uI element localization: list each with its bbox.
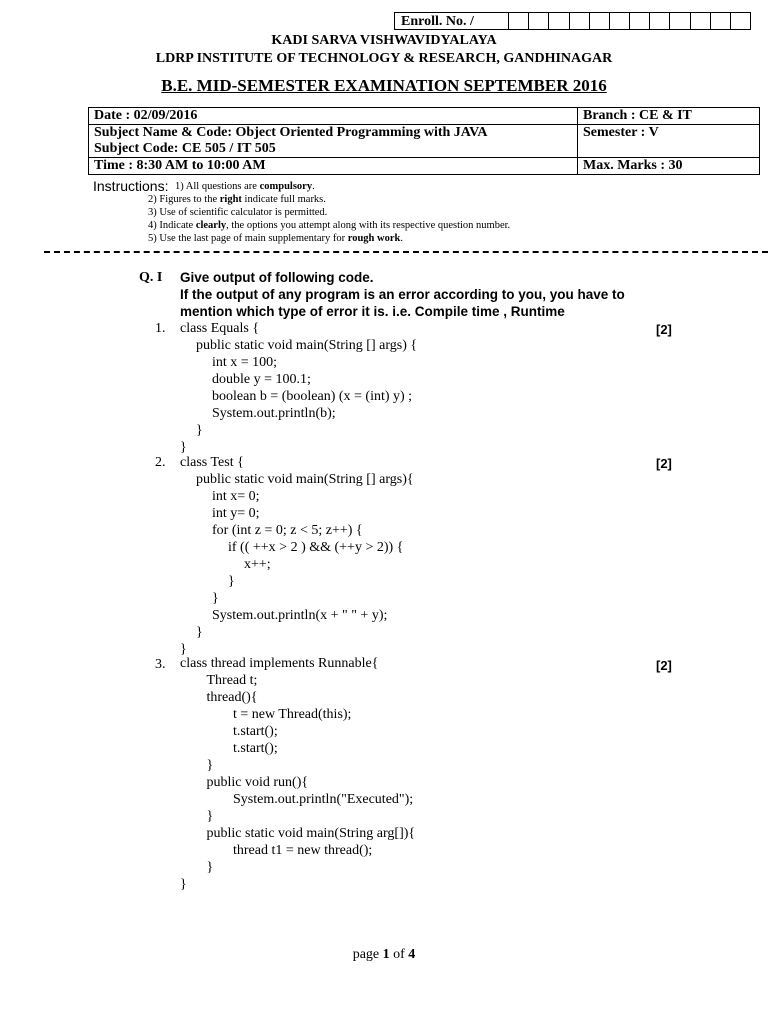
subquestion-number: 1. [155, 321, 166, 336]
enrollment-digit-box [509, 13, 529, 29]
instruction-emphasis: rough work [347, 233, 401, 244]
time-cell: Time : 8:30 AM to 10:00 AM [89, 158, 578, 175]
page-current: 1 [382, 947, 390, 962]
code-block [180, 655, 415, 893]
code-line: if (( ++x > 2 ) && (++y > 2)) { [228, 540, 404, 555]
instruction-emphasis: right [219, 194, 242, 205]
code-line: for (int z = 0; z < 5; z++) { [212, 523, 363, 538]
enrollment-cells [509, 13, 750, 29]
code-block [180, 320, 417, 456]
code-line: public static void main(String arg[]){ [206, 826, 416, 841]
instruction-text: 1) All questions are [175, 181, 260, 192]
dashed-divider [44, 251, 768, 253]
question-label: Q. I [139, 270, 163, 285]
code-line: } [228, 574, 235, 589]
question-text-line: mention which type of error it is. i.e. Compile time , Runtime [180, 304, 565, 319]
code-line: int x = 100; [212, 355, 278, 370]
enrollment-label: Enroll. No. / [395, 13, 509, 29]
code-line: boolean b = (boolean) (x = (int) y) ; [212, 389, 413, 404]
page-footer [0, 947, 768, 963]
enrollment-digit-box [610, 13, 630, 29]
code-line: } [206, 809, 214, 824]
instruction-text: 4) Indicate [148, 220, 196, 231]
exam-title-text: B.E. MID-SEMESTER EXAMINATION SEPTEMBER 2016 [161, 76, 607, 95]
code-line: public void run(){ [206, 775, 309, 790]
instruction-item [148, 232, 403, 245]
instruction-item [148, 206, 327, 219]
code-line: Thread t; [206, 673, 258, 688]
instruction-item [148, 219, 510, 232]
instructions-title: Instructions: [93, 178, 169, 194]
enrollment-digit-box [731, 13, 750, 29]
code-line: int x= 0; [212, 489, 260, 504]
instruction-text: 2) Figures to the [148, 194, 220, 205]
code-line: x++; [244, 557, 271, 572]
subquestion-marks: [2] [656, 456, 672, 471]
instruction-item [175, 180, 315, 193]
institute-name: LDRP INSTITUTE OF TECHNOLOGY & RESEARCH, GANDHINAGAR [155, 51, 613, 66]
code-line: } [212, 591, 219, 606]
code-line: System.out.println(x + " " + y); [212, 608, 388, 623]
instruction-text: 5) Use the last page of main supplementary for [148, 233, 348, 244]
code-block [180, 454, 414, 658]
code-line: t = new Thread(this); [233, 707, 352, 722]
exam-info-table [88, 107, 760, 175]
code-line: double y = 100.1; [212, 372, 311, 387]
code-line: class thread implements Runnable{ [180, 656, 379, 671]
instruction-text: 3) Use of scientific calculator is permitted. [148, 207, 328, 218]
enrollment-digit-box [549, 13, 569, 29]
code-line: } [206, 758, 214, 773]
enrollment-digit-box [529, 13, 549, 29]
code-line: } [180, 642, 187, 657]
code-line: t.start(); [233, 741, 278, 756]
page-total: 4 [408, 947, 416, 962]
branch-cell: Branch : CE & IT [578, 108, 760, 125]
code-line: int y= 0; [212, 506, 260, 521]
code-line: thread t1 = new thread(); [233, 843, 373, 858]
instruction-emphasis: compulsory [259, 181, 313, 192]
instruction-item [148, 193, 326, 206]
max-marks-cell: Max. Marks : 30 [578, 158, 760, 175]
instruction-text: indicate full marks. [241, 194, 326, 205]
code-line: System.out.println(b); [212, 406, 336, 421]
enrollment-number-box [394, 12, 751, 30]
subject-cell [89, 125, 578, 158]
instruction-text: . [400, 233, 403, 244]
page-word: page [352, 947, 380, 962]
code-line: } [180, 440, 187, 455]
enrollment-digit-box [590, 13, 610, 29]
code-line: t.start(); [233, 724, 278, 739]
enrollment-digit-box [650, 13, 670, 29]
code-line: class Equals { [180, 321, 260, 336]
enrollment-digit-box [670, 13, 690, 29]
code-line: } [206, 860, 214, 875]
enrollment-digit-box [570, 13, 590, 29]
semester-cell: Semester : V [578, 125, 760, 158]
instruction-text: . [312, 181, 315, 192]
date-cell: Date : 02/09/2016 [89, 108, 578, 125]
code-line: } [196, 423, 203, 438]
subquestion-number: 2. [155, 455, 166, 470]
exam-title [0, 76, 768, 96]
code-line: class Test { [180, 455, 244, 470]
instruction-emphasis: clearly [195, 220, 227, 231]
university-name: KADI SARVA VISHWAVIDYALAYA [271, 33, 497, 48]
code-line: } [180, 877, 187, 892]
question-text-line: Give output of following code. [180, 270, 374, 285]
subquestion-marks: [2] [656, 658, 672, 673]
instruction-text: , the options you attempt along with its respective question number. [226, 220, 511, 231]
code-line: System.out.println("Executed"); [233, 792, 414, 807]
enrollment-digit-box [691, 13, 711, 29]
subject-name: Subject Name & Code: Object Oriented Programming with JAVA [94, 125, 488, 140]
enrollment-digit-box [711, 13, 731, 29]
subquestion-marks: [2] [656, 322, 672, 337]
code-line: public static void main(String [] args){ [196, 472, 414, 487]
code-line: thread(){ [206, 690, 258, 705]
enrollment-digit-box [630, 13, 650, 29]
of-word: of [393, 947, 405, 962]
subject-code: Subject Code: CE 505 / IT 505 [94, 141, 276, 156]
code-line: } [196, 625, 203, 640]
question-text-line: If the output of any program is an error according to you, you have to [180, 287, 625, 302]
code-line: public static void main(String [] args) { [196, 338, 418, 353]
subquestion-number: 3. [155, 657, 166, 672]
